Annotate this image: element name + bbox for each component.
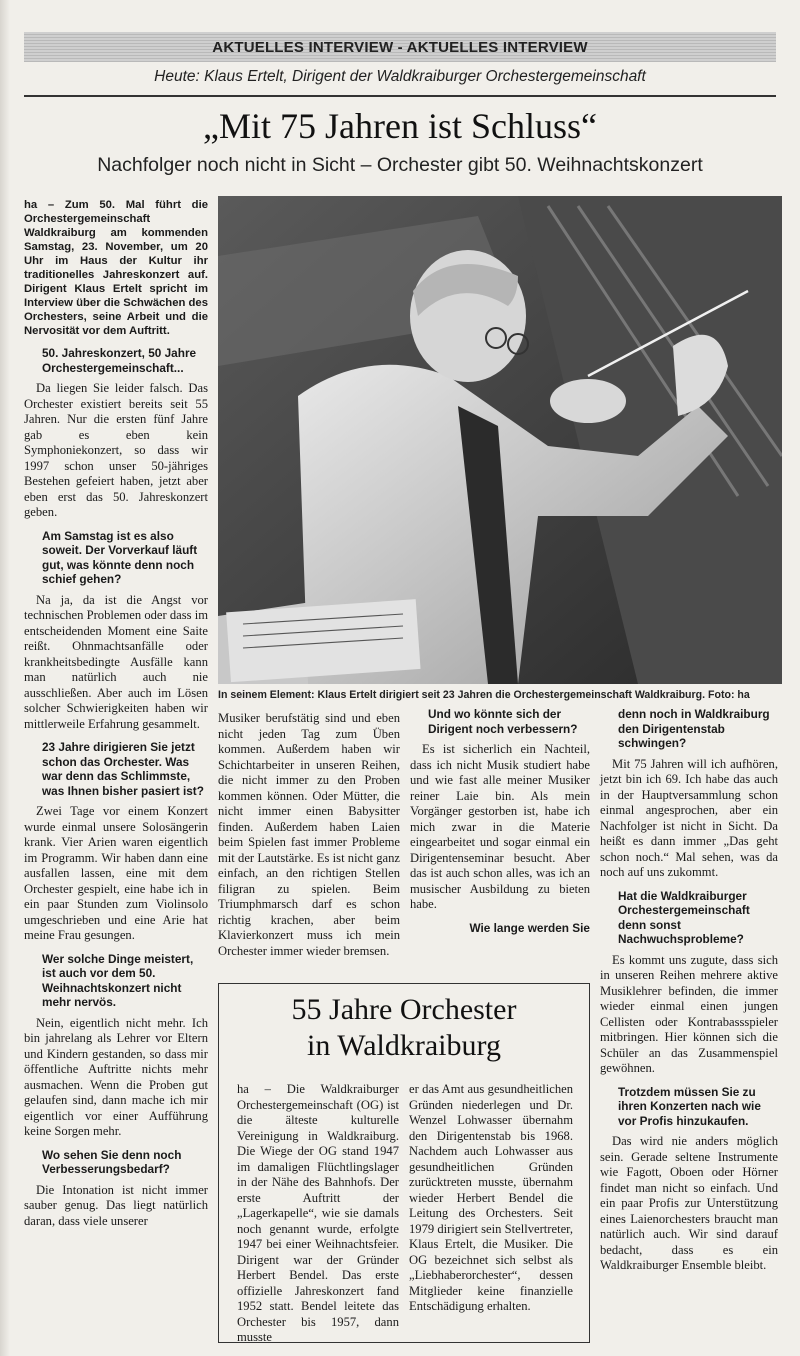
header-rule — [24, 95, 776, 97]
answer-2: Na ja, da ist die Angst vor technischen Problemen oder dass im entscheidenden Moment eine Saite reißt. Ohnmachtsanfälle oder krankheitsbedingte Ausfälle kann man natürlich auch nie ausschließen. Aber auch im Lösen solcher Schwierigkeiten haben wir mittlerweile Erfahrung gesammelt. — [24, 592, 208, 731]
info-box-text-left: ha – Die Waldkraiburger Orchestergemeinschaft (OG) ist die älteste kulturelle Vereinigung in Waldkraiburg. Die Wiege der OG stand 1947 im damaligen Flüchtlingslager in der Nähe des Bahnhofs. Der erste Auftritt der „Lagerkapelle“, wie sie damals noch genannt wurde, erfolgte 1947 bei einer Weihnachtsfeier. Dirigent war der Gründer Herbert Bendel. Das erste offizielle Jahreskonzert fand 1952 statt. Bendel leitete das Orchester bis 1957, dann musste — [237, 1082, 399, 1344]
question-1: 50. Jahreskonzert, 50 Jahre Orchestergemeinschaft... — [42, 346, 197, 375]
question-4: Wer solche Dinge meistert, ist auch vor dem 50. Weihnachtskonzert nicht mehr nervös. — [42, 951, 194, 1009]
answer-5: Die Intonation ist nicht immer sauber genug. Das liegt natürlich daran, dass viele unserer — [24, 1182, 208, 1228]
info-box-title-line-2: in Waldkraiburg — [307, 1029, 501, 1062]
question-5: Wo sehen Sie denn noch Verbesserungsbedarf? — [42, 1147, 182, 1176]
info-box-title-line-1: 55 Jahre Orchester — [291, 993, 517, 1026]
column-4 — [600, 707, 778, 1280]
info-box-text-right: er das Amt aus gesundheitlichen Gründen niederlegen und Dr. Wenzel Lohwasser übernahm den Dirigentenstab bis 1968. Nachdem auch Lohwasser aus gesundheitlichen Gründen zurücktreten musste, übernahm wieder Herbert Bendel die Leitung des Orchesters. Seit 1979 dirigiert sein Stellvertreter, Klaus Ertelt, die Musiker. Die OG bezeichnet sich selbst als „Liebhaberorchester“, dessen Mitglieder keine finanzielle Entschädigung erhalten. — [409, 1082, 573, 1313]
info-box-title — [219, 992, 589, 1064]
column-1 — [24, 198, 208, 1235]
conductor-photo-illustration — [218, 196, 782, 684]
answer-7: Mit 75 Jahren will ich aufhören, jetzt bin ich 69. Ich habe das auch in der Hauptversammlung schon einmal angesprochen, aber ein Nachfolger ist nicht in Sicht. Da heißt es dann immer „Das geht schon noch.“ Mal sehen, was da noch auf uns zukommt. — [600, 756, 778, 879]
page-edge-shadow — [0, 0, 10, 1356]
article-subhead: Nachfolger noch nicht in Sicht – Orchester gibt 50. Weihnachtskonzert — [97, 154, 703, 176]
conductor-photo — [218, 196, 782, 684]
answer-8: Es kommt uns zugute, dass sich in unseren Reihen mehrere aktive Musiklehrer befinden, die immer wieder einmal einen jungen Cellisten oder Kontrabassspieler mitbringen. Hier können sich die Schüler an das Zusammenspiel gewöhnen. — [600, 952, 778, 1075]
info-box-right-column — [409, 1082, 573, 1315]
question-3: 23 Jahre dirigieren Sie jetzt schon das Orchester. Was war denn das Schlimmste, was Ihnen bisher pasiert ist? — [42, 740, 204, 798]
answer-9: Das wird nie anders möglich sein. Gerade seltene Instrumente wie Fagott, Oboen oder Hörner findet man nicht so einfach. Und ein paar Profis zur Unterstützung eines Laienorchesters braucht man natürlich auch. Wir sind darauf bedacht, dass es ein Waldkraiburger Ensemble bleibt. — [600, 1134, 778, 1272]
answer-6: Es ist sicherlich ein Nachteil, dass ich nicht Musik studiert habe und wie fast alle meiner Musiker reiner Laie bin. Als mein Vorgänger gestorben ist, habe ich mich zwar in die Materie eingearbeitet und sogar einmal ein Dirigentenseminar besucht. Aber das ist auch schon alles, was ich an musischer Ausbildung zu bieten habe. — [410, 742, 590, 911]
answer-5-continued: Musiker berufstätig sind und eben nicht jeden Tag zum Üben kommen. Außerdem haben wir Schichtarbeiter in unseren Reihen, die nicht immer zu den Proben kommen können. Oder Mütter, die nicht immer einen Babysitter finden. Außerdem haben Laien beim Spielen fast immer Probleme mit der Lautstärke. Es ist nicht ganz einfach, an den richtigen Stellen filigran zu spielen. Beim Triumphmarsch darf es schon richtig krachen, aber beim Klavierkonzert muss ich mein Orchester immer wieder bremsen. — [218, 711, 400, 958]
section-banner: AKTUELLES INTERVIEW - AKTUELLES INTERVIEW — [24, 32, 776, 62]
photo-caption: In seinem Element: Klaus Ertelt dirigiert seit 23 Jahren die Orchestergemeinschaft Waldkraiburg. Foto: ha — [218, 689, 750, 701]
interview-subheader: Heute: Klaus Ertelt, Dirigent der Waldkraiburger Orchestergemeinschaft — [154, 68, 646, 85]
question-6: Und wo könnte sich der Dirigent noch verbessern? — [428, 707, 578, 736]
column-2 — [218, 711, 400, 965]
question-2: Am Samstag ist es also soweit. Der Vorverkauf läuft gut, was könnte denn noch schief gehen? — [42, 528, 198, 586]
article-lead: ha – Zum 50. Mal führt die Orchestergemeinschaft Waldkraiburg am kommenden Samstag, 23. November, um 20 Uhr im Haus der Kultur ihr traditionelles Jahreskonzert auf. Dirigent Klaus Ertelt spricht im Interview über die Schwächen des Orchesters, seine Arbeit und die Nervosität vor dem Auftritt. — [24, 199, 208, 337]
column-3 — [410, 707, 590, 941]
info-box-left-column — [237, 1082, 399, 1346]
question-7-continued: denn noch in Waldkraiburg den Dirigentenstab schwingen? — [618, 707, 770, 750]
answer-4: Nein, eigentlich nicht mehr. Ich bin jahrelang als Lehrer vor Eltern und Kindern gestanden, so dass mir öffentliche Auftritte nichts mehr ausmachen. Wenn die Proben gut gelaufen sind, dann mache ich mir eigentlich vor einer Aufführung keine Sorgen mehr. — [24, 1015, 208, 1138]
question-7: Wie lange werden Sie — [469, 920, 590, 935]
article-headline: „Mit 75 Jahren ist Schluss“ — [203, 106, 597, 146]
question-8: Hat die Waldkraiburger Orchestergemeinschaft denn sonst Nachwuchsprobleme? — [618, 888, 750, 946]
question-9: Trotzdem müssen Sie zu ihren Konzerten nach wie vor Profis hinzukaufen. — [618, 1084, 761, 1128]
answer-3: Zwei Tage vor einem Konzert wurde einmal unsere Solosängerin krank. Vier Arien waren eigentlich im Programm. Wir haben dann eine ausfallen lassen, eine mit dem Orchester gespielt, eine habe ich in ein paar Stunden zum Violinsolo umgeschrieben und eine Arie hat meine Frau gesungen. — [24, 804, 208, 942]
history-info-box — [218, 983, 590, 1343]
answer-1: Da liegen Sie leider falsch. Das Orchester existiert bereits seit 55 Jahren. Nur die ersten fünf Jahre gab es eben kein Symphoniekonzert, so dass wir 1997 schon unser 50-jähriges Bestehen gefeiert haben, jetzt aber eben erst das 50. Jahreskonzert geben. — [24, 381, 208, 519]
